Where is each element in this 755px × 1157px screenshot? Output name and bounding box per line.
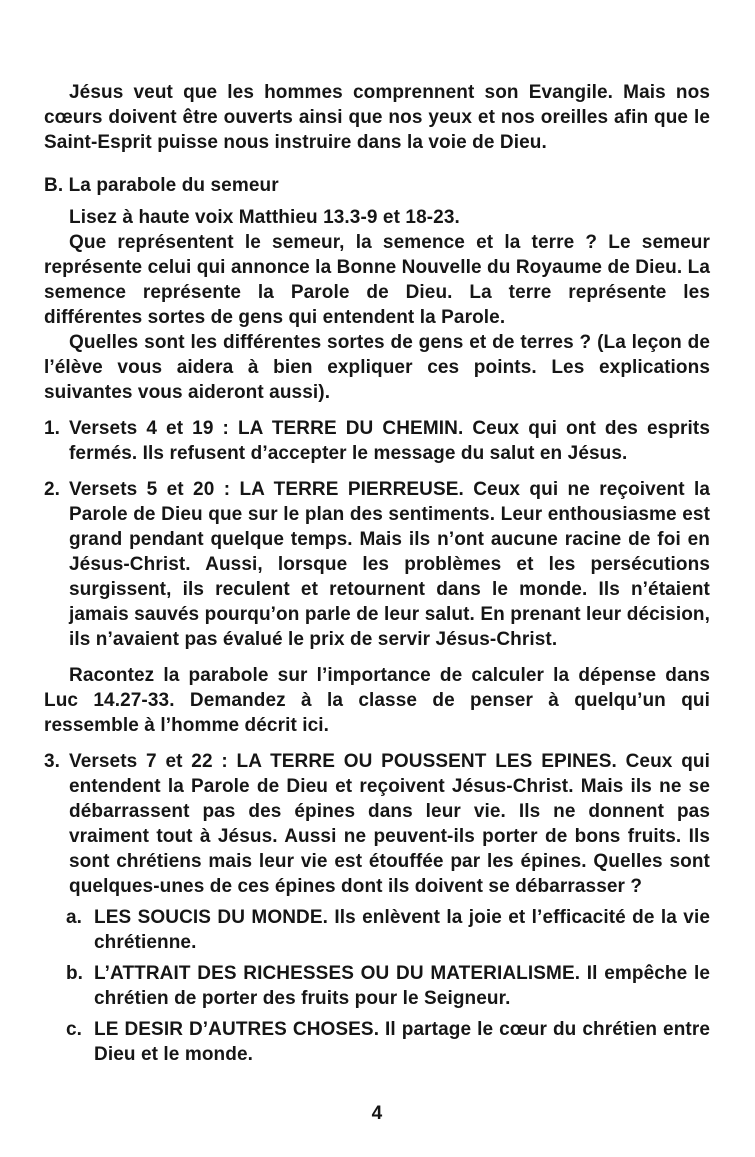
list-item-number: 3. [44,751,60,772]
intro-paragraph: Jésus veut que les hommes comprennent son Evangile. Mais nos cœurs doivent être ouverts ainsi que nos yeux et nos oreilles afin que le Saint-Esprit puisse nous instruire dans la voie de Dieu. [44,82,710,153]
list-item-text: Versets 4 et 19 : LA TERRE DU CHEMIN. Ceux qui ont des esprits fermés. Ils refusent d’accepter le message du salut en Jésus. [69,418,710,464]
list-item-letter: b. [66,963,83,984]
list-item-letter: a. [66,907,82,928]
lettered-item-c [66,1017,710,1067]
numbered-item-1 [44,416,710,466]
paragraph-lisez: Lisez à haute voix Matthieu 13.3-9 et 18-23. [69,207,460,228]
list-item-number: 1. [44,418,60,439]
paragraph-que-representent: Que représentent le semeur, la semence et la terre ? Le semeur représente celui qui annonce la Bonne Nouvelle du Royaume de Dieu. La semence représente la Parole de Dieu. La terre représente les différentes sortes de gens qui entendent la Parole. [44,232,710,328]
list-item-text: LES SOUCIS DU MONDE. Ils enlèvent la joie et l’efficacité de la vie chrétienne. [94,907,710,953]
paragraph-racontez: Racontez la parabole sur l’importance de calculer la dépense dans Luc 14.27-33. Demandez à la classe de penser à quelqu’un qui ressemble à l’homme décrit ici. [44,665,710,736]
list-item-letter: c. [66,1019,82,1040]
list-item-text: LE DESIR D’AUTRES CHOSES. Il partage le cœur du chrétien entre Dieu et le monde. [94,1019,710,1065]
lettered-item-b [66,961,710,1011]
list-item-text: Versets 7 et 22 : LA TERRE OU POUSSENT LES EPINES. Ceux qui entendent la Parole de Dieu et reçoivent Jésus-Christ. Mais ils ne se débarrassent pas des épines dans leur vie. Ils ne donnent pas vraiment tout à Jésus. Aussi ne peuvent-ils porter de bons fruits. Ils sont chrétiens mais leur vie est étouffée par les épines. Quelles sont quelques-unes de ces épines dont ils doivent se débarrasser ? [69,751,710,897]
lettered-item-a [66,905,710,955]
numbered-item-3 [44,749,710,899]
section-heading: B. La parabole du semeur [44,175,279,196]
list-item-text: L’ATTRAIT DES RICHESSES OU DU MATERIALISME. Il empêche le chrétien de porter des fruits pour le Seigneur. [94,963,710,1009]
list-item-text: Versets 5 et 20 : LA TERRE PIERREUSE. Ceux qui ne reçoivent la Parole de Dieu que sur le plan des sentiments. Leur enthousiasme est grand pendant quelque temps. Mais ils n’ont aucune racine de foi en Jésus-Christ. Aussi, lorsque les problèmes et les persécutions surgissent, ils reculent et retournent dans le monde. Ils n’étaient jamais sauvés pourqu’on parle de leur salut. En prenant leur décision, ils n’avaient pas évalué le prix de servir Jésus-Christ. [69,479,710,650]
numbered-item-2 [44,477,710,652]
list-item-number: 2. [44,479,60,500]
page-number: 4 [371,1103,383,1124]
paragraph-quelles-sortes: Quelles sont les différentes sortes de gens et de terres ? (La leçon de l’élève vous aidera à bien expliquer ces points. Les explications suivantes vous aideront aussi). [44,332,710,403]
